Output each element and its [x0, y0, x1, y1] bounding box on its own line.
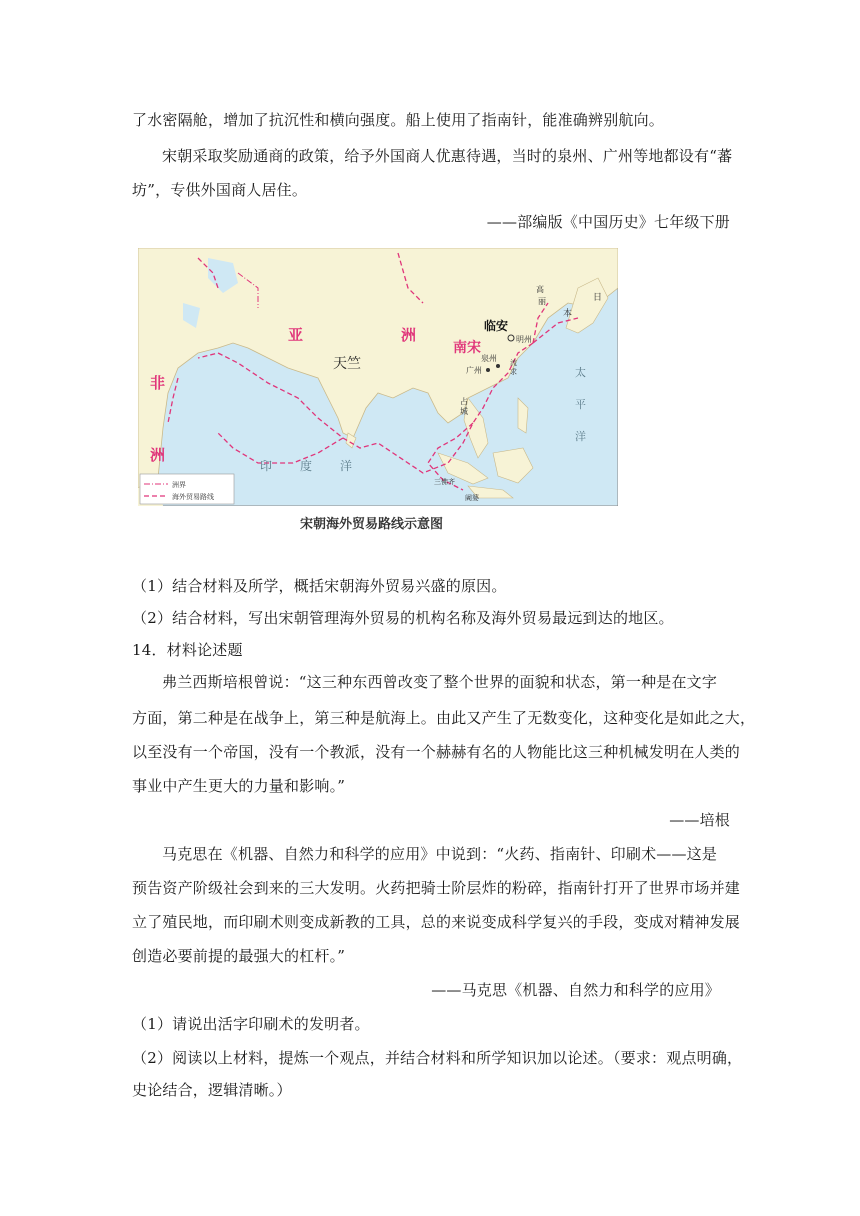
question: 史论结合，逻辑清晰。）: [132, 1081, 292, 1099]
legend-border-label: 洲界: [172, 482, 186, 489]
map-label-dupo: 阇婆: [465, 494, 479, 502]
text-line: 预告资产阶级社会到来的三大发明。火药把骑士阶层炸的粉碎，指南针打开了世界市场并建: [132, 879, 741, 897]
question: （2）结合材料，写出宋朝管理海外贸易的机构名称及海外贸易最远到达的地区。: [132, 609, 674, 627]
map-label-tianzhu: 天竺: [333, 356, 361, 372]
map-label-guangzhou: 广州: [466, 366, 482, 375]
text-line: 了水密隔舱，增加了抗沉性和横向强度。船上使用了指南针，能准确辨别航向。: [132, 111, 665, 129]
source-citation: ——部编版《中国历史》七年级下册: [486, 213, 730, 231]
map-label-asia: 亚: [288, 326, 304, 344]
text-line: 创造必要前提的最强大的杠杆。”: [132, 947, 346, 965]
map-label-mingzhou: 明州: [516, 335, 532, 344]
map-label-japan: 日: [593, 293, 603, 303]
map-label-liuqiu: 流: [510, 359, 517, 367]
question: （1）请说出活字印刷术的发明者。: [132, 1015, 370, 1033]
text-line: 弗兰西斯培根曾说：“这三种东西曾改变了整个世界的面貌和状态，第一种是在文字: [162, 673, 718, 691]
map-label-nansong: 南宋: [453, 340, 481, 356]
map-label-sanfoqi: 三佛齐: [434, 478, 455, 486]
map-label-zhancheng: 城: [460, 407, 468, 416]
section-title: 14．材料论述题: [132, 641, 243, 659]
song-trade-route-map: [138, 248, 618, 506]
map-label-quanzhou: 泉州: [481, 354, 497, 363]
map-label-indian-ocean: 印: [260, 459, 273, 473]
map-label-africa: 非: [150, 374, 166, 392]
guangzhou-marker: [486, 368, 490, 372]
map-label-pacific: 太: [575, 366, 586, 379]
text-line: 立了殖民地，而印刷术则变成新教的工具，总的来说变成科学复兴的手段，变成对精神发展: [132, 913, 741, 931]
map-label-pacific: 平: [575, 398, 586, 411]
text-line: 事业中产生更大的力量和影响。”: [132, 777, 346, 795]
map-label-pacific: 洋: [575, 430, 586, 443]
question: （1）结合材料及所学，概括宋朝海外贸易兴盛的原因。: [132, 577, 507, 595]
text-line: 方面，第二种是在战争上，第三种是航海上。由此又产生了无数变化，这种变化是如此之大，: [132, 709, 756, 727]
question: （2）阅读以上材料，提炼一个观点，并结合材料和所学知识加以论述。（要求：观点明确，: [132, 1049, 743, 1067]
map-label-japan: 本: [563, 309, 573, 319]
map-label-indian-ocean: 洋: [340, 459, 353, 473]
map-caption: 宋朝海外贸易路线示意图: [300, 517, 444, 532]
map-label-liuqiu: 求: [510, 368, 517, 376]
text-line: 马克思在《机器、自然力和科学的应用》中说到：“火药、指南针、印刷术——这是: [162, 845, 718, 863]
quanzhou-marker: [496, 364, 500, 368]
map-label-asia: 洲: [401, 326, 417, 344]
legend-route-label: 海外贸易路线: [172, 494, 214, 501]
map-label-zhancheng: 占: [460, 397, 468, 406]
map-label-gaoli: 丽: [538, 297, 546, 306]
source-citation: ——培根: [669, 811, 730, 829]
map-label-linan: 临安: [484, 319, 509, 333]
source-citation: ——马克思《机器、自然力和科学的应用》: [431, 981, 720, 999]
map-label-gaoli: 高: [536, 285, 544, 294]
text-line: 宋朝采取奖励通商的政策，给予外国商人优惠待遇，当时的泉州、广州等地都设有“蕃: [162, 147, 733, 165]
text-line: 以至没有一个帝国，没有一个教派，没有一个赫赫有名的人物能比这三种机械发明在人类的: [132, 743, 741, 761]
text-line: 坊”，专供外国商人居住。: [132, 181, 308, 199]
map-label-indian-ocean: 度: [300, 459, 313, 473]
map-label-africa: 洲: [150, 446, 166, 464]
